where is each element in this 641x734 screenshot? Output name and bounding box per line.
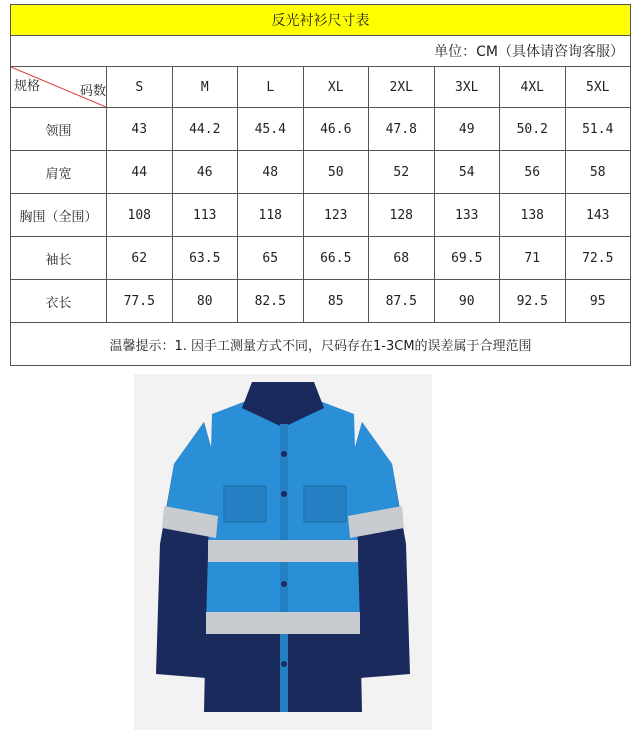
chart-title: 反光衬衫尺寸表 bbox=[11, 5, 631, 36]
table-cell: 51.4 bbox=[565, 108, 631, 151]
header-row bbox=[11, 67, 631, 108]
table-cell: 82.5 bbox=[238, 280, 304, 323]
row-label: 肩宽 bbox=[11, 151, 107, 194]
table-cell: 46 bbox=[172, 151, 238, 194]
reflective-shirt-illustration bbox=[134, 374, 432, 730]
table-cell: 56 bbox=[500, 151, 566, 194]
corner-cell bbox=[11, 67, 107, 108]
table-cell: 44.2 bbox=[172, 108, 238, 151]
table-cell: 48 bbox=[238, 151, 304, 194]
table-cell: 92.5 bbox=[500, 280, 566, 323]
row-label: 胸围（全围） bbox=[11, 194, 107, 237]
table-cell: 72.5 bbox=[565, 237, 631, 280]
table-cell: 90 bbox=[434, 280, 500, 323]
table-cell: 44 bbox=[107, 151, 173, 194]
table-cell: 95 bbox=[565, 280, 631, 323]
table-row bbox=[11, 151, 631, 194]
table-cell: 50.2 bbox=[500, 108, 566, 151]
row-label: 领围 bbox=[11, 108, 107, 151]
table-cell: 85 bbox=[303, 280, 369, 323]
table-cell: 43 bbox=[107, 108, 173, 151]
table-row bbox=[11, 108, 631, 151]
table-cell: 58 bbox=[565, 151, 631, 194]
tip-row bbox=[11, 323, 631, 366]
table-cell: 138 bbox=[500, 194, 566, 237]
size-table bbox=[10, 4, 631, 366]
unit-row bbox=[11, 36, 631, 67]
table-cell: 66.5 bbox=[303, 237, 369, 280]
size-header: XL bbox=[303, 67, 369, 108]
size-header: 5XL bbox=[565, 67, 631, 108]
title-row bbox=[11, 5, 631, 36]
table-cell: 118 bbox=[238, 194, 304, 237]
table-row bbox=[11, 194, 631, 237]
table-cell: 45.4 bbox=[238, 108, 304, 151]
table-cell: 65 bbox=[238, 237, 304, 280]
table-cell: 108 bbox=[107, 194, 173, 237]
corner-label-spec: 规格 bbox=[14, 79, 41, 94]
table-cell: 77.5 bbox=[107, 280, 173, 323]
table-cell: 68 bbox=[369, 237, 435, 280]
size-header: 3XL bbox=[434, 67, 500, 108]
table-cell: 133 bbox=[434, 194, 500, 237]
corner-label-size: 码数 bbox=[79, 84, 106, 99]
table-cell: 128 bbox=[369, 194, 435, 237]
size-chart bbox=[10, 4, 630, 366]
table-cell: 47.8 bbox=[369, 108, 435, 151]
table-cell: 80 bbox=[172, 280, 238, 323]
table-cell: 143 bbox=[565, 194, 631, 237]
tip-note: 温馨提示：1. 因手工测量方式不同，尺码存在1-3CM的误差属于合理范围 bbox=[11, 323, 631, 366]
table-row bbox=[11, 280, 631, 323]
table-cell: 50 bbox=[303, 151, 369, 194]
table-cell: 87.5 bbox=[369, 280, 435, 323]
shirt-photo bbox=[134, 374, 432, 730]
table-cell: 113 bbox=[172, 194, 238, 237]
size-header: M bbox=[172, 67, 238, 108]
table-cell: 123 bbox=[303, 194, 369, 237]
table-cell: 69.5 bbox=[434, 237, 500, 280]
table-cell: 62 bbox=[107, 237, 173, 280]
table-cell: 54 bbox=[434, 151, 500, 194]
row-label: 袖长 bbox=[11, 237, 107, 280]
size-header: S bbox=[107, 67, 173, 108]
table-cell: 46.6 bbox=[303, 108, 369, 151]
size-header: 2XL bbox=[369, 67, 435, 108]
table-cell: 49 bbox=[434, 108, 500, 151]
size-header: 4XL bbox=[500, 67, 566, 108]
table-cell: 63.5 bbox=[172, 237, 238, 280]
table-cell: 71 bbox=[500, 237, 566, 280]
size-header: L bbox=[238, 67, 304, 108]
unit-note: 单位：CM（具体请咨询客服） bbox=[11, 36, 631, 67]
table-cell: 52 bbox=[369, 151, 435, 194]
table-row bbox=[11, 237, 631, 280]
row-label: 衣长 bbox=[11, 280, 107, 323]
